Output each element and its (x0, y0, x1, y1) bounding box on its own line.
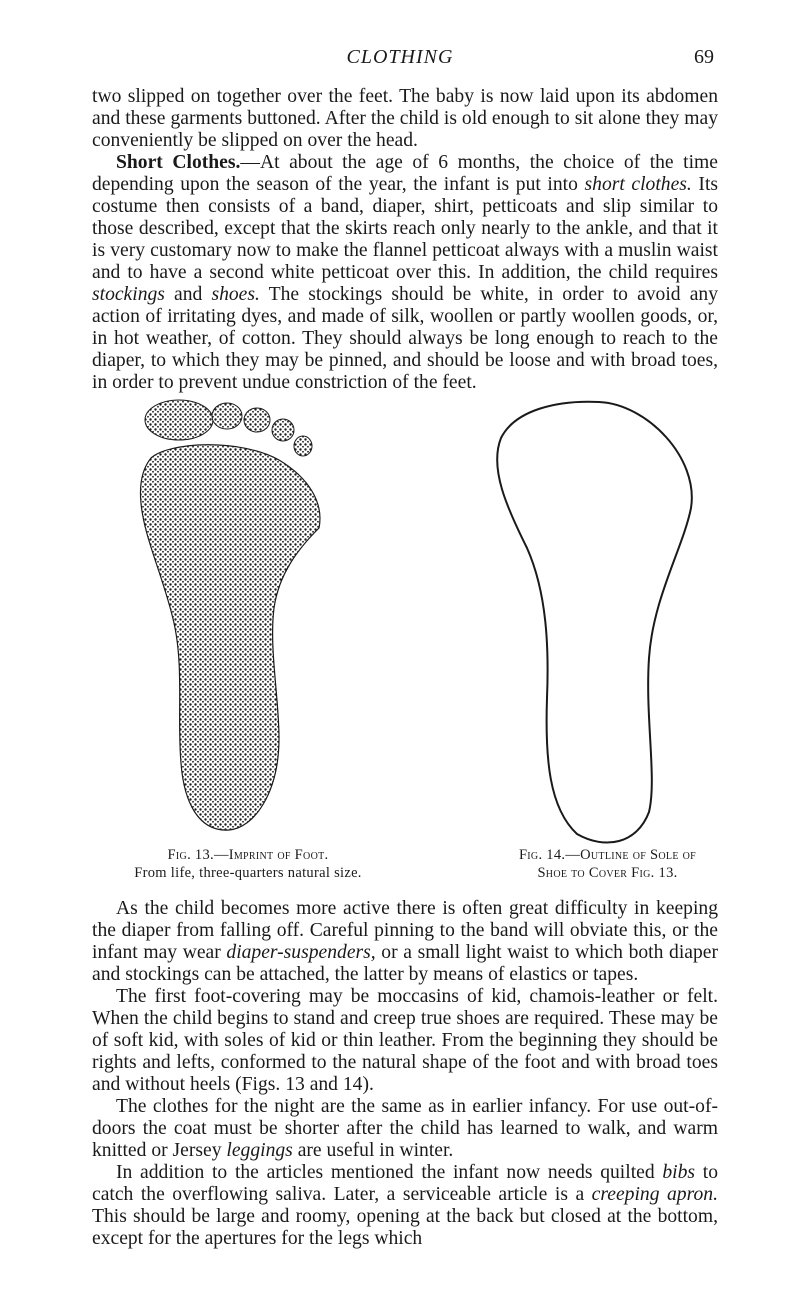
text-block-lower (92, 898, 718, 1250)
italic-term: diaper-suspenders, (226, 942, 376, 963)
footprint-sole (140, 445, 319, 830)
caption-subtext: Shoe to Cover Fig. 13. (537, 865, 678, 881)
paragraph-text: The clothes for the night are the same as in earlier infancy. For use out-of-doors the coat must be shorter after the child has learned to walk, and warm knitted or Jersey (92, 1096, 718, 1161)
paragraph-bibs (92, 1162, 718, 1250)
paragraph-text: two slipped on together over the feet. The baby is now laid upon its abdomen and these garments buttoned. After the child is old enough to sit alone they may conveniently be slipped on over the head. (92, 86, 718, 151)
italic-term: leggings (226, 1140, 293, 1161)
italic-term: shoes. (211, 284, 260, 305)
paragraph-short-clothes (92, 152, 718, 394)
paragraph-diaper (92, 898, 718, 986)
paragraph-text: In addition to the articles mentioned the infant now needs quilted (116, 1162, 663, 1183)
caption-label: Fig. 13.—Imprint of Foot. (167, 847, 329, 863)
italic-term: stockings (92, 284, 165, 305)
paragraph-text: or a small light waist to which both diaper and stockings can be attached, the latter by means of elastics or tapes. (92, 942, 718, 985)
paragraph-text: and (164, 284, 212, 305)
paragraph-text: This should be large and roomy, opening at the back but closed at the bottom, except for the apertures for the legs which (92, 1206, 718, 1249)
figure-13-foot-imprint (129, 398, 389, 843)
caption-label: Fig. 14.—Outline of Sole of (518, 847, 697, 863)
paragraph-foot-covering (92, 986, 718, 1096)
paragraph-text: Its costume then consists of a band, diaper, shirt, petticoats and slip similar to those described, except that the skirts reach only nearly to the ankle, and that it is very customary now to make the flannel petticoat always with a muslin waist and to have a second white petticoat over this. In addition, the child requires (92, 174, 719, 283)
caption-subtext: From life, three-quarters natural size. (134, 865, 362, 881)
italic-term: bibs (662, 1162, 696, 1183)
paragraph-text: As the child becomes more active there is often great difficulty in keeping the diaper from falling off. Careful pinning to the band will obviate this, or the infant may wear (92, 898, 718, 963)
paragraph-text: —At about the age of 6 months, the choice of the time depending upon the season of the year, the infant is put into (92, 152, 718, 195)
paragraph-continuation (92, 86, 718, 152)
paragraph-text: The first foot-covering may be moccasins of kid, chamois-leather or felt. When the child begins to stand and creep true shoes are required. These may be of soft kid, with soles of kid or thin leather. From the beginning they should be rights and lefts, conformed to the natural shape of the foot and with broad toes and without heels (Figs. 13 and 14). (92, 986, 718, 1095)
running-head: CLOTHING (346, 46, 454, 68)
figure-14-sole-outline (487, 398, 697, 846)
figure-14-caption (470, 846, 745, 882)
sole-outline (497, 402, 692, 843)
paragraph-text: to catch the overflowing saliva. Later, a serviceable article is a (92, 1162, 718, 1205)
figure-13-caption (98, 846, 398, 882)
italic-term: creeping apron. (591, 1184, 718, 1205)
paragraph-text: are useful in winter. (292, 1140, 454, 1161)
page-header (0, 44, 800, 74)
text-block-upper (92, 86, 718, 394)
italic-term: short clothes. (584, 174, 692, 195)
paragraph-night-clothes (92, 1096, 718, 1162)
paragraph-text: The stockings should be white, in order to avoid any action of irritating dyes, and made of silk, woollen or partly woollen goods, or, in hot weather, of cotton. They should always be long enough to reach to the diaper, to which they may be pinned, and should be loose and with broad toes, in order to prevent undue constriction of the feet. (92, 284, 719, 393)
runin-heading: Short Clothes. (116, 152, 241, 173)
page-number: 69 (694, 46, 714, 68)
